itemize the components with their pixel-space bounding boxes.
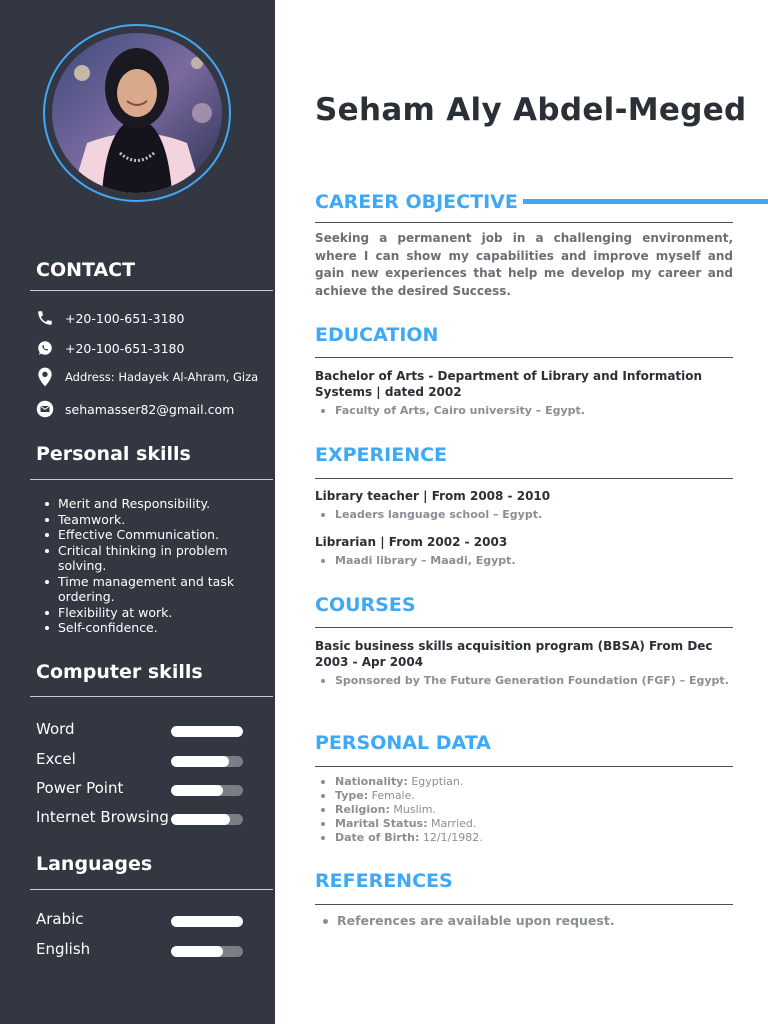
skill-fill <box>171 726 243 737</box>
field-label: Type: <box>335 789 369 802</box>
career-objective-text: Seeking a permanent job in a challenging environment, where I can show my capabilities and improve myself and gain new experiences that help me develop my career and achieve the desired Success. <box>315 231 733 298</box>
language-bar-arabic <box>36 910 246 930</box>
list-item: Merit and Responsibility. <box>58 496 258 512</box>
field-value: Married. <box>431 817 477 830</box>
course-detail: Sponsored by The Future Generation Foundation (FGF) – Egypt. <box>335 674 729 687</box>
skill-track <box>171 726 243 737</box>
language-fill <box>171 916 243 927</box>
profile-photo <box>52 33 222 193</box>
experience-heading: EXPERIENCE <box>315 444 448 466</box>
skill-bar-power-point <box>36 779 246 799</box>
references-text: References are available upon request. <box>337 913 615 928</box>
skill-track <box>171 814 243 825</box>
list-item: Flexibility at work. <box>58 605 258 621</box>
list-item: Effective Communication. <box>58 527 258 543</box>
skill-track <box>171 785 243 796</box>
language-track <box>171 946 243 957</box>
list-item: Self-confidence. <box>58 620 258 636</box>
field-label: Marital Status: <box>335 817 428 830</box>
education-heading: EDUCATION <box>315 324 439 346</box>
experience-detail: Leaders language school – Egypt. <box>335 508 543 521</box>
contact-whatsapp <box>34 338 184 358</box>
field-label: Religion: <box>335 803 390 816</box>
courses-heading: COURSES <box>315 594 416 616</box>
contact-heading: CONTACT <box>36 259 136 281</box>
divider <box>315 222 733 223</box>
skill-bar-internet-browsing <box>36 808 246 828</box>
whatsapp-icon <box>34 338 56 358</box>
skill-label: Word <box>36 720 75 738</box>
skill-fill <box>171 785 223 796</box>
list-item <box>335 817 483 831</box>
email-address: sehamasser82@gmail.com <box>65 401 235 417</box>
address-text: Address: Hadayek Al-Ahram, Giza <box>65 370 259 384</box>
skill-fill <box>171 756 229 767</box>
divider <box>30 290 273 291</box>
divider <box>315 766 733 767</box>
course-item: Basic business skills acquisition program (BBSA) From Dec 2003 - Apr 2004 <box>315 639 713 669</box>
divider <box>315 627 733 628</box>
phone-icon <box>34 308 56 328</box>
field-label: Nationality: <box>335 775 408 788</box>
languages-heading: Languages <box>36 853 153 875</box>
list-item <box>335 803 483 817</box>
divider <box>30 889 273 890</box>
career-objective-heading: CAREER OBJECTIVE <box>315 191 518 213</box>
list-item: Time management and task ordering. <box>58 574 258 605</box>
language-track <box>171 916 243 927</box>
language-fill <box>171 946 223 957</box>
computer-skills-heading: Computer skills <box>36 661 203 683</box>
list-item: Critical thinking in problem solving. <box>58 543 258 574</box>
divider <box>30 479 273 480</box>
personal-data-list <box>335 775 483 845</box>
experience-item: Library teacher | From 2008 - 2010 <box>315 489 551 503</box>
sidebar <box>0 0 275 1024</box>
email-icon <box>34 399 56 419</box>
location-pin-icon <box>34 367 56 387</box>
contact-phone <box>34 308 184 328</box>
skill-label: Excel <box>36 750 76 768</box>
skill-fill <box>171 814 230 825</box>
list-item: Teamwork. <box>58 512 258 528</box>
phone-number: +20-100-651-3180 <box>65 310 185 326</box>
divider <box>315 904 733 905</box>
whatsapp-number: +20-100-651-3180 <box>65 340 185 356</box>
personal-skills-list <box>58 496 258 636</box>
divider <box>315 478 733 479</box>
personal-skills-heading: Personal skills <box>36 443 191 465</box>
contact-email <box>34 399 234 419</box>
personal-data-heading: PERSONAL DATA <box>315 732 491 754</box>
language-label: Arabic <box>36 910 84 928</box>
divider <box>315 357 733 358</box>
accent-line <box>523 199 768 204</box>
skill-bar-word <box>36 720 246 740</box>
field-value: Female. <box>371 789 415 802</box>
experience-detail: Maadi library – Maadi, Egypt. <box>335 554 516 567</box>
list-item <box>335 831 483 845</box>
skill-label: Internet Browsing <box>36 808 169 826</box>
language-bar-english <box>36 940 246 960</box>
resume-name: Seham Aly Abdel-Meged <box>315 92 747 128</box>
education-detail: Faculty of Arts, Cairo university – Egypt. <box>335 404 585 417</box>
field-value: Egyptian. <box>411 775 464 788</box>
skill-bar-excel <box>36 750 246 770</box>
field-value: Muslim. <box>393 803 436 816</box>
list-item <box>335 789 483 803</box>
profile-photo-frame <box>43 24 231 202</box>
contact-address <box>34 367 258 387</box>
skill-track <box>171 756 243 767</box>
field-value: 12/1/1982. <box>422 831 483 844</box>
experience-item: Librarian | From 2002 - 2003 <box>315 535 508 549</box>
list-item <box>335 775 483 789</box>
skill-label: Power Point <box>36 779 124 797</box>
language-label: English <box>36 940 91 958</box>
divider <box>30 696 273 697</box>
field-label: Date of Birth: <box>335 831 420 844</box>
references-heading: REFERENCES <box>315 870 453 892</box>
education-item: Bachelor of Arts - Department of Library and Information Systems | dated 2002 <box>315 369 703 399</box>
